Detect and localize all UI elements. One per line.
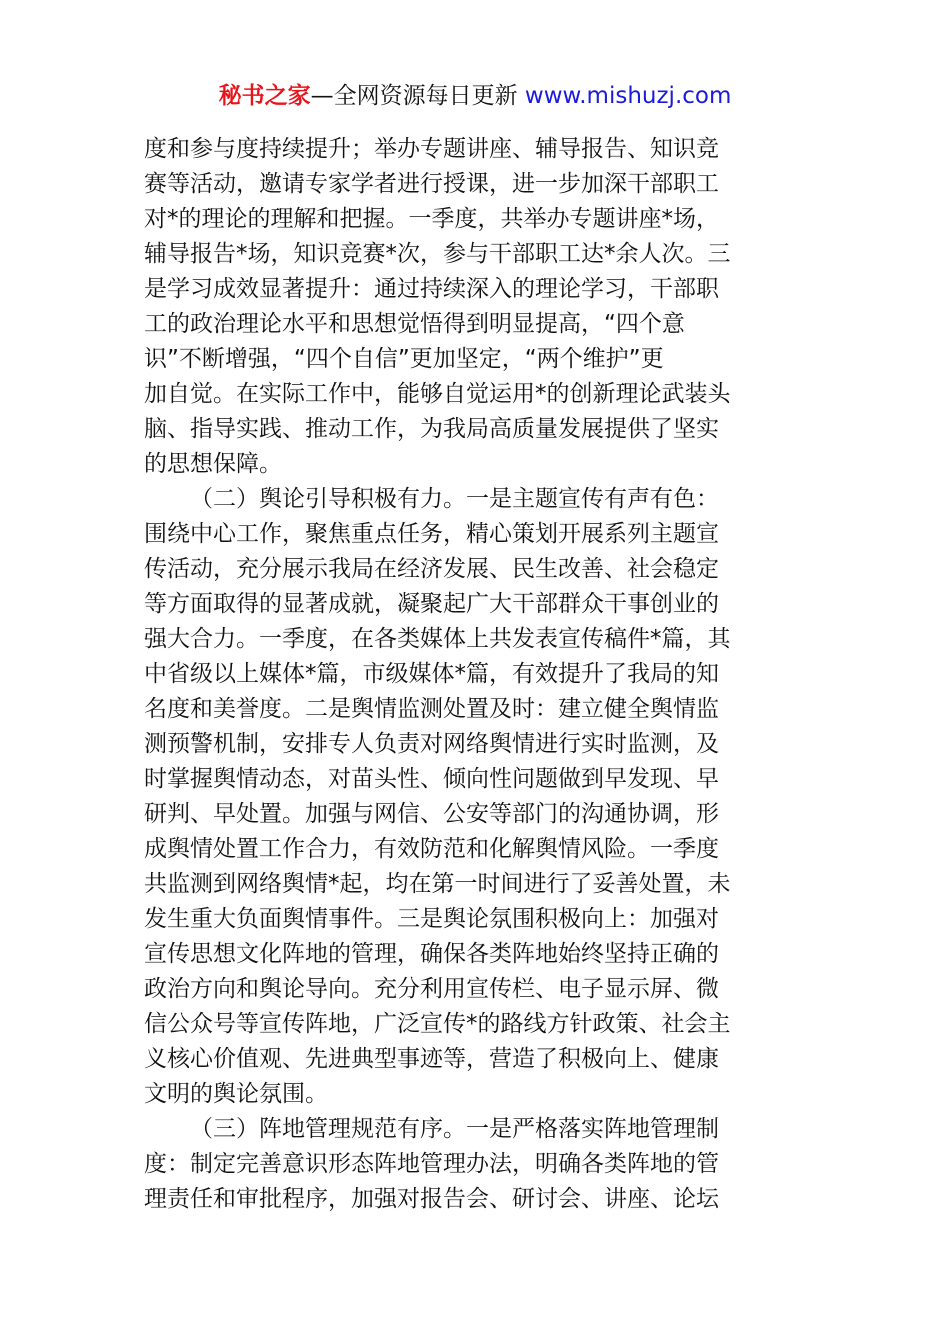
site-brand: 秘书之家 [218, 83, 311, 109]
text-line: 围绕中心工作，聚焦重点任务，精心策划开展系列主题宣 [144, 521, 719, 547]
site-tagline: —全网资源每日更新 [310, 83, 525, 109]
text-line: 对*的理论的理解和把握。一季度，共举办专题讲座*场， [144, 206, 719, 232]
paragraph-heading-line: （三）阵地管理规范有序。一是严格落实阵地管理制 [190, 1116, 719, 1142]
text-line: 研判、早处置。加强与网信、公安等部门的沟通协调，形 [144, 801, 719, 827]
text-line: 共监测到网络舆情*起，均在第一时间进行了妥善处置，未 [144, 871, 731, 897]
text-line: 文明的舆论氛围。 [144, 1081, 328, 1107]
text-line: 加自觉。在实际工作中，能够自觉运用*的创新理论武装头 [144, 381, 731, 407]
text-line: 政治方向和舆论导向。充分利用宣传栏、电子显示屏、微 [144, 976, 719, 1002]
site-url-link[interactable]: www.mishuzj.com [524, 83, 732, 109]
text-line: 赛等活动，邀请专家学者进行授课，进一步加深干部职工 [144, 171, 719, 197]
document-body [144, 132, 808, 1217]
text-line: 测预警机制，安排专人负责对网络舆情进行实时监测，及 [144, 731, 719, 757]
text-line: 时掌握舆情动态，对苗头性、倾向性问题做到早发现、早 [144, 766, 719, 792]
site-header [0, 80, 950, 112]
text-line: 脑、指导实践、推动工作，为我局高质量发展提供了坚实 [144, 416, 719, 442]
text-line: 辅导报告*场，知识竞赛*次，参与干部职工达*余人次。三 [144, 241, 731, 267]
text-line: 工的政治理论水平和思想觉悟得到明显提高，“四个意 [144, 311, 685, 337]
text-line: 中省级以上媒体*篇，市级媒体*篇，有效提升了我局的知 [144, 661, 719, 687]
text-line: 的思想保障。 [144, 451, 282, 477]
text-line: 度和参与度持续提升；举办专题讲座、辅导报告、知识竞 [144, 136, 719, 162]
text-line: 发生重大负面舆情事件。三是舆论氛围积极向上：加强对 [144, 906, 719, 932]
text-line: 强大合力。一季度，在各类媒体上共发表宣传稿件*篇，其 [144, 626, 731, 652]
text-line: 名度和美誉度。二是舆情监测处置及时：建立健全舆情监 [144, 696, 719, 722]
paragraph-heading-line: （二）舆论引导积极有力。一是主题宣传有声有色： [190, 486, 719, 512]
text-line: 传活动，充分展示我局在经济发展、民生改善、社会稳定 [144, 556, 719, 582]
text-line: 识”不断增强，“四个自信”更加坚定，“两个维护”更 [144, 346, 664, 372]
text-line: 度：制定完善意识形态阵地管理办法，明确各类阵地的管 [144, 1151, 719, 1177]
text-line: 义核心价值观、先进典型事迹等，营造了积极向上、健康 [144, 1046, 719, 1072]
text-line: 成舆情处置工作合力，有效防范和化解舆情风险。一季度 [144, 836, 719, 862]
text-line: 信公众号等宣传阵地，广泛宣传*的路线方针政策、社会主 [144, 1011, 731, 1037]
text-line: 等方面取得的显著成就，凝聚起广大干部群众干事创业的 [144, 591, 719, 617]
text-line: 宣传思想文化阵地的管理，确保各类阵地始终坚持正确的 [144, 941, 719, 967]
text-line: 是学习成效显著提升：通过持续深入的理论学习，干部职 [144, 276, 719, 302]
text-line: 理责任和审批程序，加强对报告会、研讨会、讲座、论坛 [144, 1186, 719, 1212]
